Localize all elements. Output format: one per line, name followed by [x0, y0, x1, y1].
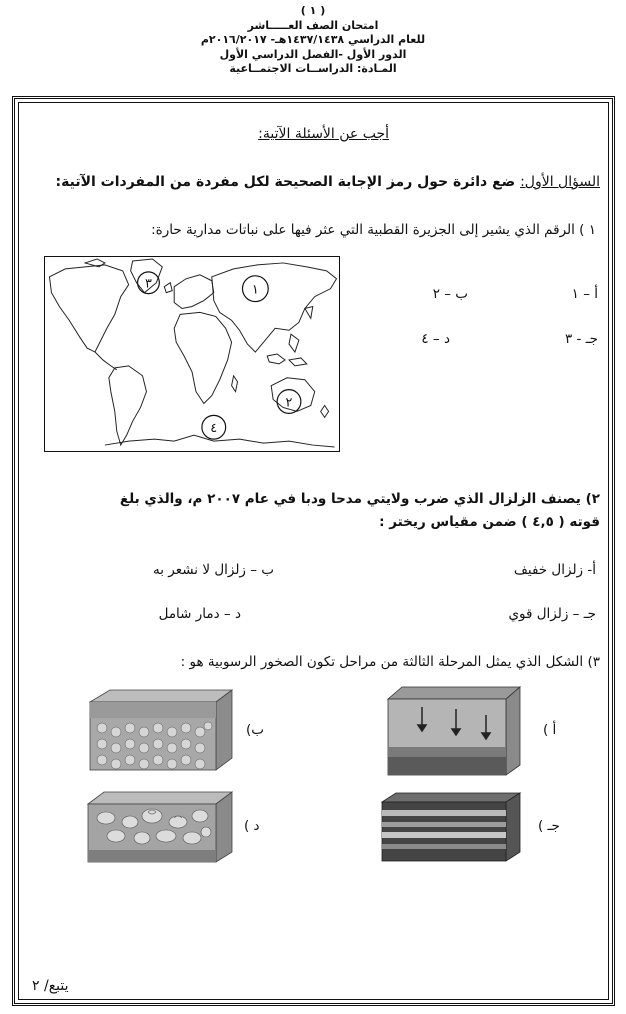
instructions: أجب عن الأسئلة الآتية:	[258, 126, 389, 142]
item-2-option-d[interactable]: د – دمار شامل	[158, 606, 241, 622]
item-3-option-d-label[interactable]: د )	[244, 818, 260, 834]
item-3-option-c-label[interactable]: جـ )	[538, 818, 560, 834]
shells-sediment-image	[86, 790, 234, 864]
item-3-option-a-label[interactable]: أ )	[543, 722, 557, 738]
world-map	[44, 256, 340, 452]
item-1-option-c[interactable]: جـ - ٣	[564, 331, 598, 347]
world-map-drawing	[45, 257, 339, 451]
item-2-option-b[interactable]: ب – زلزال لا نشعر به	[152, 562, 274, 578]
map-label-1: ١	[251, 282, 259, 298]
item-2-option-c[interactable]: جـ – زلزال قوي	[508, 606, 596, 622]
map-label-3: ٣	[144, 276, 152, 292]
rock-layers-image	[88, 688, 234, 772]
exam-round: الدور الأول -الفصل الدراسي الأول	[219, 47, 407, 61]
question-1-title	[56, 174, 600, 190]
item-2-text-line1: ٢) يصنف الزلزال الذي ضرب ولايتي مدحا ودبا في عام ٢٠٠٧ م، والذي بلغ	[119, 491, 600, 507]
item-1-text: ١ ) الرقم الذي يشير إلى الجزيرة القطبية التي عثر فيها على نباتات مدارية حارة:	[151, 222, 596, 238]
exam-title: امتحان الصف العـــــاشر	[247, 18, 379, 32]
image-option-d[interactable]	[86, 790, 234, 864]
image-option-b[interactable]	[88, 688, 234, 772]
item-1-option-a[interactable]: أ – ١	[571, 286, 598, 302]
image-option-a[interactable]	[382, 685, 524, 777]
map-label-2: ٢	[285, 395, 293, 411]
image-option-c[interactable]	[380, 792, 522, 862]
exam-header	[0, 4, 626, 77]
page-number: ( ١ )	[300, 4, 326, 17]
continue-note: يتبع/ ٢	[32, 978, 69, 994]
item-2-option-a[interactable]: أ- زلزال خفيف	[513, 562, 596, 578]
item-1-option-b[interactable]: ب – ٢	[432, 286, 468, 302]
item-3-option-b-label[interactable]: ب)	[246, 722, 264, 738]
subject-line: المـادة: الدراســات الاجتمــاعية	[229, 62, 397, 75]
item-2-text-line2: قوته ( ٤,٥ ) ضمن مقياس ريختر :	[379, 514, 600, 530]
item-3-text: ٣) الشكل الذي يمثل المرحلة الثالثة من مراحل تكون الصخور الرسوبية هو :	[180, 654, 600, 670]
item-1-option-d[interactable]: د – ٤	[421, 331, 450, 347]
question-1-label: السؤال الأول:	[520, 174, 600, 190]
school-year: للعام الدراسي ١٤٣٧/١٤٣٨هـ- ٢٠١٦/٢٠١٧م	[200, 33, 426, 46]
map-label-4: ٤	[210, 421, 218, 437]
sediment-deposition-image	[382, 685, 524, 777]
question-1-instruction: ضع دائرة حول رمز الإجابة الصحيحة لكل مفردة من المفردات الآتية:	[55, 174, 516, 190]
sedimentary-layers-image	[380, 792, 522, 862]
